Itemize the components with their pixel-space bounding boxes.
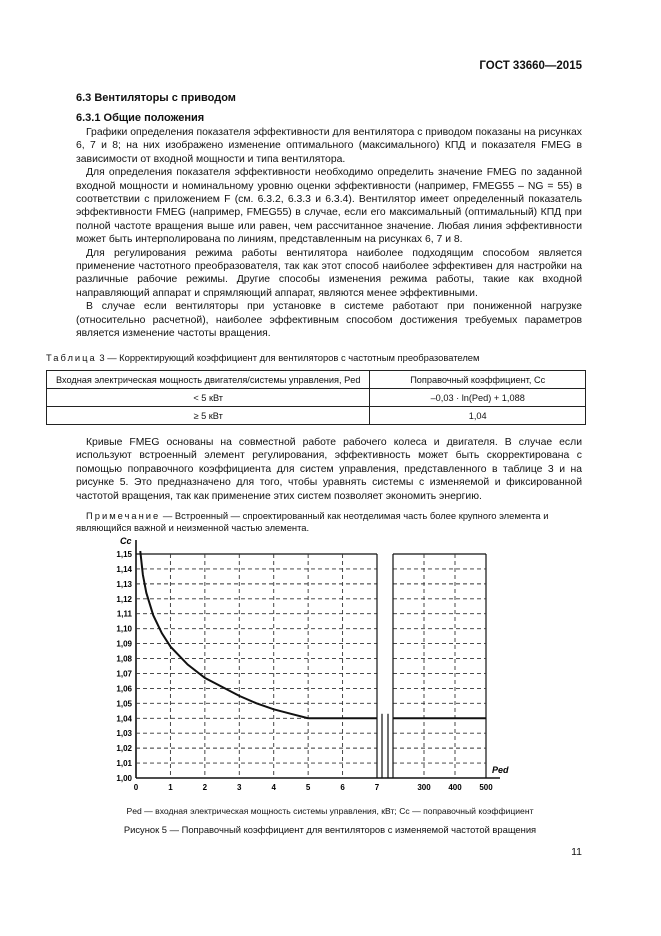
table-row xyxy=(47,389,586,407)
y-tick-label: 1,09 xyxy=(116,639,132,649)
table-cell: < 5 кВт xyxy=(47,389,370,407)
x-tick-label: 3 xyxy=(237,783,242,792)
chart-y-ticks xyxy=(116,550,132,783)
table-row xyxy=(47,407,586,425)
y-axis-label: Cc xyxy=(120,536,132,546)
chart-series xyxy=(140,551,486,718)
axis-break-gap xyxy=(379,711,391,777)
y-tick-label: 1,08 xyxy=(116,654,132,664)
page-number: 11 xyxy=(571,846,582,858)
x-tick-label: 5 xyxy=(305,783,311,792)
paragraph-2: Для определения показателя эффективности необходимо определить значение FMEG по заданной входной мощности и номинальному уровню оценки эффективности (например, FMEG55 – NG = 55) в соответствии с приложением F (см. 6.3.2, 6.3.3 и 6.3.4). Вентилятор имеет определенный показатель эффективности FMEG (например, FMEG55) в случае, если его максимальный (оптимальный) КПД при полной частоте вращения выше или равен, чем рассчитанное значение. Любая линия эффективности может быть интерполирована по линиям, представленным на рисунках 6, 7 и 8. xyxy=(76,167,582,246)
note-label: Примечание xyxy=(86,510,161,521)
y-tick-label: 1,12 xyxy=(116,594,132,604)
paragraph-3: Для регулирования режима работы вентилятора наиболее подходящим способом является применение частотного преобразователя, так как этот способ наиболее эффективен для настройки на различные рабочие режимы. Другие способы изменения режима работы, такие как входной направляющий аппарат и спрямляющий аппарат, являются менее эффективными. xyxy=(76,247,582,299)
y-tick-label: 1,05 xyxy=(116,699,132,709)
table-cell: ≥ 5 кВт xyxy=(47,407,370,425)
y-tick-label: 1,03 xyxy=(116,729,132,739)
subsection-title: 6.3.1 Общие положения xyxy=(76,112,205,124)
y-tick-label: 1,13 xyxy=(116,579,132,589)
standard-number: ГОСТ 33660—2015 xyxy=(479,60,582,72)
y-tick-label: 1,01 xyxy=(116,759,132,769)
correction-curve xyxy=(140,551,308,718)
chart-grid xyxy=(136,540,500,778)
table-header-coefficient: Поправочный коэффициент, Cc xyxy=(370,371,586,389)
x-tick-label: 7 xyxy=(374,783,380,792)
chart-x-ticks xyxy=(134,783,493,792)
y-tick-label: 1,15 xyxy=(116,550,132,559)
section-title: 6.3 Вентиляторы с приводом xyxy=(76,92,236,104)
table-cell: –0,03 · ln(Ped) + 1,088 xyxy=(370,389,586,407)
y-tick-label: 1,04 xyxy=(116,714,132,724)
x-tick-label: 4 xyxy=(271,783,276,792)
correction-table xyxy=(46,370,586,425)
x-tick-label: 2 xyxy=(202,783,208,792)
y-tick-label: 1,11 xyxy=(116,609,132,619)
x-axis-label: Ped xyxy=(492,765,509,775)
y-tick-label: 1,10 xyxy=(116,624,132,634)
x-tick-label: 300 xyxy=(417,783,431,792)
table-cell: 1,04 xyxy=(370,407,586,425)
note-text: — Встроенный — спроектированный как неотделимая часть более крупного элемента и являющийся важной и неизменной частью элемента. xyxy=(76,510,549,534)
figure-caption: Рисунок 5 — Поправочный коэффициент для вентиляторов с изменяемой частотой вращения xyxy=(123,824,537,835)
x-tick-label: 6 xyxy=(340,783,345,792)
figure-axes-caption: Ped — входная электрическая мощность системы управления, кВт; Cc — поправочный коэффициент xyxy=(126,806,534,816)
paragraph-1: Графики определения показателя эффективности для вентилятора с приводом показаны на рисунках 6, 7 и 8; на них изображено изменение оптимального (максимального) КПД и показателя FMEG в зависимости от входной мощности и типа вентилятора. xyxy=(76,127,582,165)
y-tick-label: 1,00 xyxy=(116,774,132,783)
body-text xyxy=(76,126,582,341)
table-header-row xyxy=(47,371,586,389)
y-tick-label: 1,07 xyxy=(116,669,132,679)
x-tick-label: 500 xyxy=(479,783,493,792)
x-tick-label: 0 xyxy=(133,783,139,792)
paragraph-after-table: Кривые FMEG основаны на совместной работе рабочего колеса и двигателя. В случае если используют встроенный элемент регулирования, эффективность может быть скорректирована с помощью поправочного коэффициента для систем управления, представленного в таблице 3 и на рисунке 5. Это предназначено для того, чтобы уравнять системы с изменяемой и фиксированной частотой вращения, так как применение этих систем позволяет экономить энергию. xyxy=(76,437,582,502)
table-caption-label: Таблица xyxy=(46,352,97,363)
table-caption-text: 3 — Корректирующий коэффициент для вентиляторов с частотным преобразователем xyxy=(99,352,480,363)
table-caption xyxy=(46,352,586,363)
paragraph-4: В случае если вентиляторы при установке в системе работают при пониженной нагрузке (относительно расчетной), наиболее эффективным способом достижения требуемых параметров является изменение частоты вращения. xyxy=(76,301,582,340)
x-tick-label: 400 xyxy=(448,783,462,792)
y-tick-label: 1,14 xyxy=(116,564,132,574)
y-tick-label: 1,06 xyxy=(116,684,132,694)
x-tick-label: 1 xyxy=(168,783,173,792)
correction-chart xyxy=(100,532,520,804)
table-header-power: Входная электрическая мощность двигателя/системы управления, Ped xyxy=(47,371,370,389)
y-tick-label: 1,02 xyxy=(116,744,132,754)
body-text-after-table xyxy=(76,436,582,503)
